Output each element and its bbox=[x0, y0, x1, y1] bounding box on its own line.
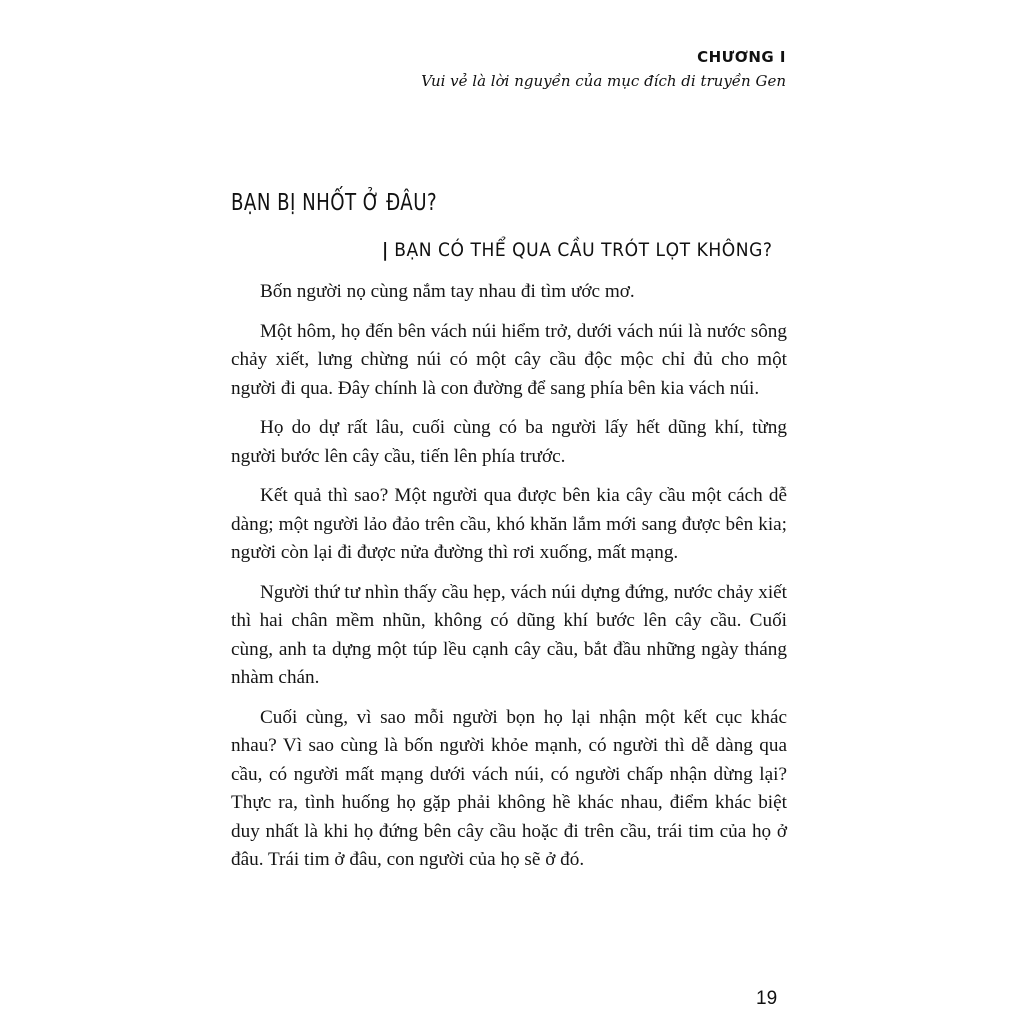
running-header bbox=[421, 46, 786, 92]
paragraph: Bốn người nọ cùng nắm tay nhau đi tìm ước mơ. bbox=[260, 281, 635, 302]
paragraph: Họ do dự rất lâu, cuối cùng có ba người lấy hết dũng khí, từng người bước lên cây cầu, tiến lên phía trước. bbox=[231, 417, 787, 467]
subsection-title: BẠN CÓ THỂ QUA CẦU TRÓT LỌT KHÔNG? bbox=[394, 239, 773, 261]
heading-bar: | bbox=[382, 239, 389, 261]
body-text bbox=[231, 278, 787, 886]
paragraph: Một hôm, họ đến bên vách núi hiểm trở, dưới vách núi là nước sông chảy xiết, lưng chừng núi có một cây cầu độc mộc chỉ đủ cho một người đi qua. Đây chính là con đường để sang phía bên kia vách núi. bbox=[231, 320, 787, 399]
chapter-subtitle: Vui vẻ là lời nguyền của mục đích di truyền Gen bbox=[421, 72, 786, 90]
paragraph: Cuối cùng, vì sao mỗi người bọn họ lại nhận một kết cục khác nhau? Vì sao cùng là bốn người khỏe mạnh, có người thì dễ dàng qua cầu, có người mất mạng dưới vách núi, có người chấp nhận dừng lại? Thực ra, tình huống họ gặp phải không hề khác nhau, điểm khác biệt duy nhất là khi họ đứng bên cây cầu hoặc đi trên cầu, trái tim của họ ở đâu. Trái tim ở đâu, con người của họ sẽ ở đó. bbox=[231, 706, 787, 870]
paragraph: Kết quả thì sao? Một người qua được bên kia cây cầu một cách dễ dàng; một người lảo đảo trên cầu, khó khăn lắm mới sang được bên kia; người còn lại đi được nửa đường thì rơi xuống, mất mạng. bbox=[231, 485, 787, 563]
page-number: 19 bbox=[756, 988, 778, 1009]
section-title: BẠN BỊ NHỐT Ở ĐÂU? bbox=[231, 190, 438, 216]
chapter-label: CHƯƠNG I bbox=[697, 48, 786, 66]
paragraph: Người thứ tư nhìn thấy cầu hẹp, vách núi dựng đứng, nước chảy xiết thì hai chân mềm nhũn, không có dũng khí bước lên cây cầu. Cuối cùng, anh ta dựng một túp lều cạnh cây cầu, bắt đầu những ngày tháng nhàm chán. bbox=[231, 581, 787, 688]
subsection-heading bbox=[382, 239, 772, 261]
